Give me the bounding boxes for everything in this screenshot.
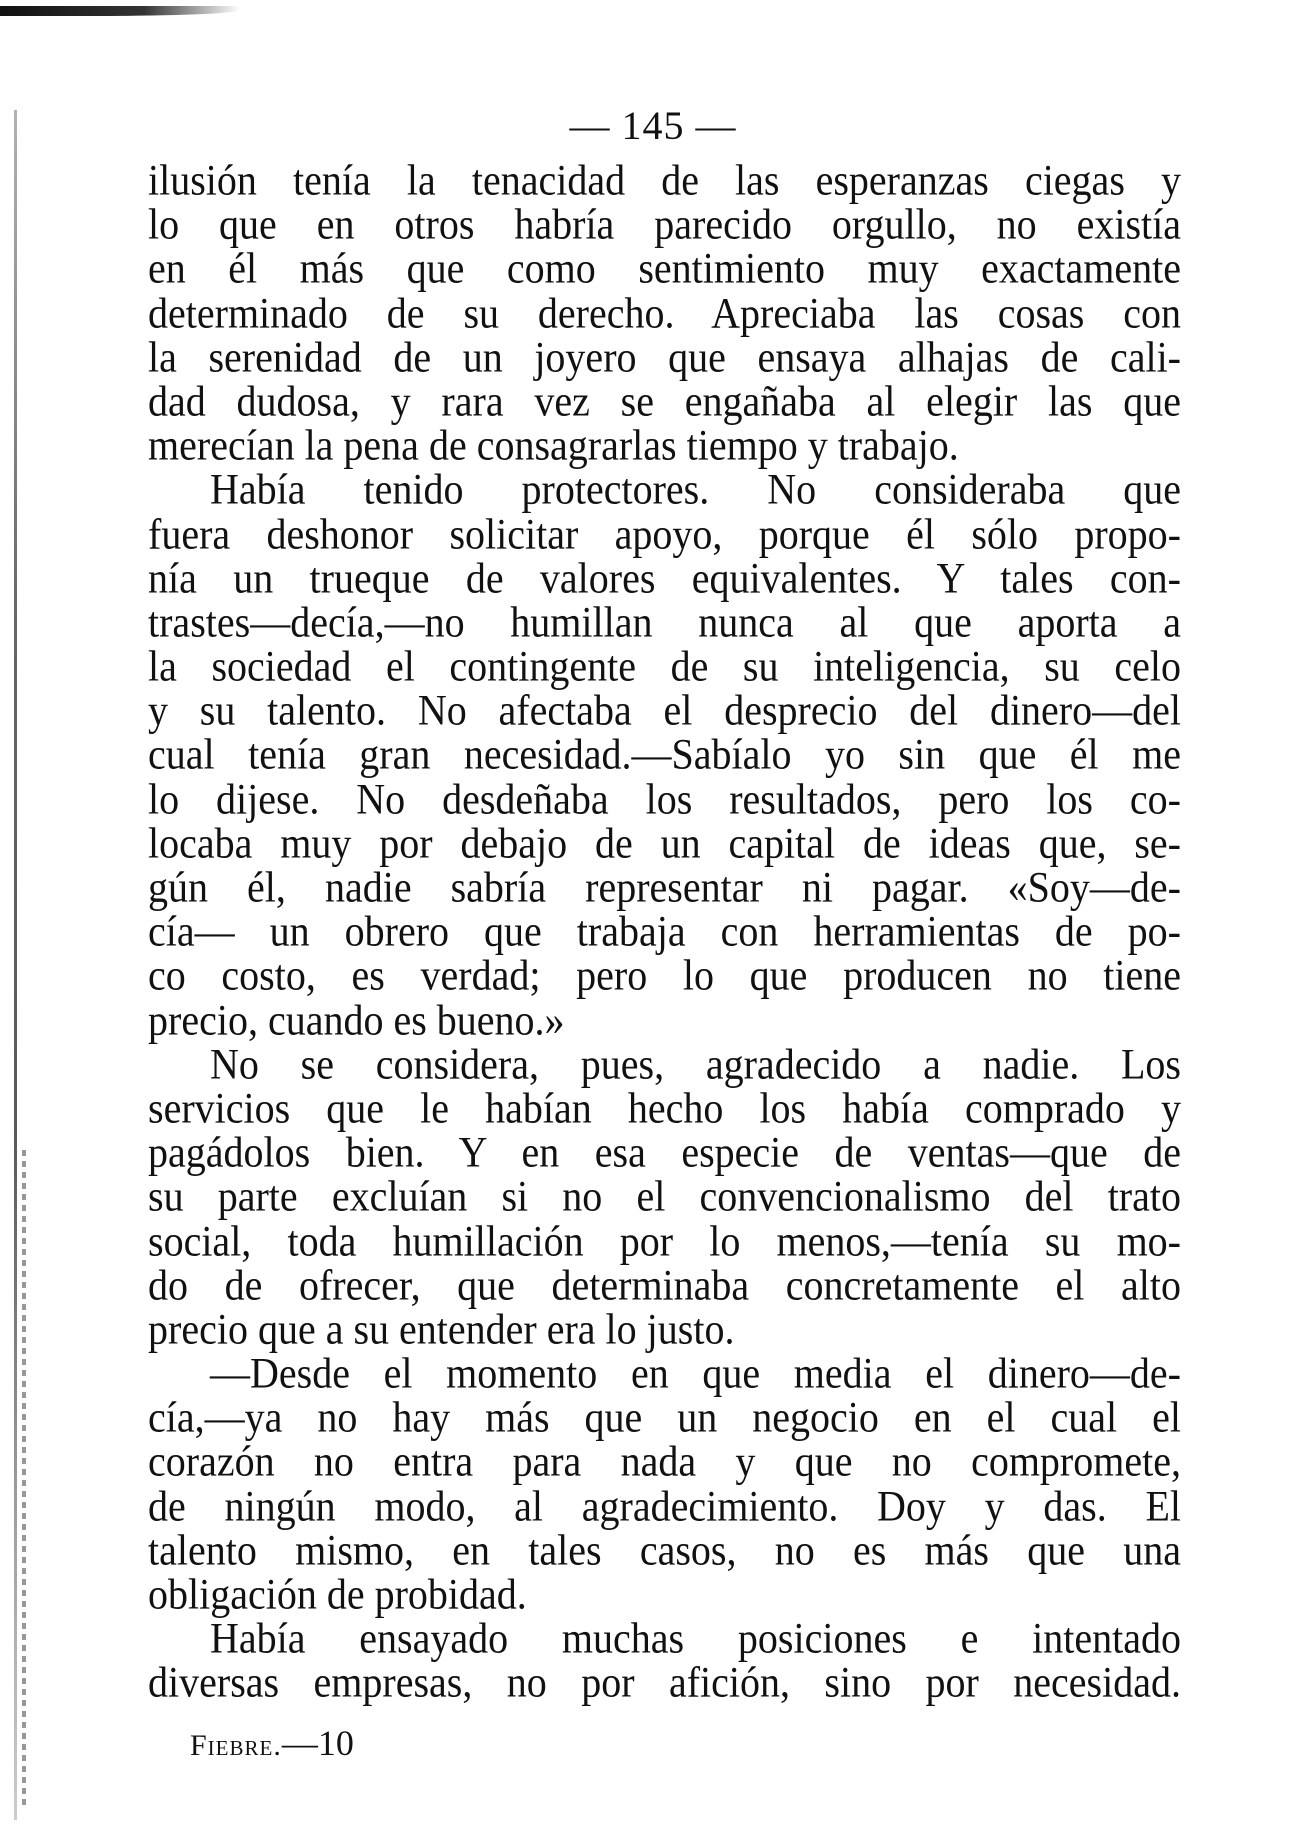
text-line: determinado de su derecho. Apreciaba las cosas con <box>148 287 1181 337</box>
text-line: pagádolos bien. Y en esa especie de ventas—que de <box>148 1127 1181 1177</box>
text-line: fuera deshonor solicitar apoyo, porque él sólo propo- <box>148 508 1181 558</box>
body-text <box>148 155 1181 1707</box>
text-line: servicios que le habían hecho los había comprado y <box>148 1083 1181 1132</box>
sheet-number: —10 <box>281 1723 354 1763</box>
text-line: y su talento. No afectaba el desprecio del dinero—del <box>148 685 1181 735</box>
text-line: cía,—ya no hay más que un negocio en el cual el <box>148 1392 1181 1442</box>
text-line: su parte excluían si no el convencionalismo del trato <box>148 1171 1181 1221</box>
paragraph <box>148 1348 1181 1618</box>
text-line: diversas empresas, no por afición, sino por necesidad. <box>148 1657 1181 1707</box>
text-line: —Desde el momento en que media el dinero—de- <box>210 1348 1181 1398</box>
text-line: locaba muy por debajo de un capital de ideas que, se- <box>148 818 1181 867</box>
page-number: — 145 — <box>569 103 737 148</box>
text-line: social, toda humillación por lo menos,—tenía su mo- <box>148 1215 1181 1265</box>
text-line: trastes—decía,—no humillan nunca al que aporta a <box>148 597 1181 646</box>
text-line: lo que en otros habría parecido orgullo, no existía <box>148 199 1181 249</box>
paragraph <box>148 155 1181 470</box>
text-line: do de ofrecer, que determinaba concretamente el alto <box>148 1260 1181 1309</box>
text-line: No se considera, pues, agradecido a nadie. Los <box>210 1039 1181 1088</box>
text-line: de ningún modo, al agradecimiento. Doy y das. El <box>148 1481 1181 1530</box>
signature-title: Fiebre. <box>190 1729 282 1762</box>
text-line: precio que a su entender era lo justo. <box>148 1304 735 1353</box>
text-line: cual tenía gran necesidad.—Sabíalo yo sin que él me <box>148 729 1181 779</box>
text-line: Había tenido protectores. No consideraba que <box>210 464 1181 514</box>
scan-binding-edge-texture <box>22 1150 26 1810</box>
text-line: nía un trueque de valores equivalentes. Y tales con- <box>148 553 1181 602</box>
text-line: dad dudosa, y rara vez se engañaba al elegir las que <box>148 376 1181 425</box>
text-line: en él más que como sentimiento muy exactamente <box>148 243 1181 293</box>
scan-binding-edge <box>14 110 17 1820</box>
footer-signature-mark <box>190 1722 354 1764</box>
text-line: talento mismo, en tales casos, no es más que una <box>148 1525 1181 1574</box>
text-line: precio, cuando es bueno.» <box>148 994 565 1044</box>
text-line: la serenidad de un joyero que ensaya alhajas de cali- <box>148 332 1181 381</box>
text-line: lo dijese. No desdeñaba los resultados, pero los co- <box>148 774 1181 823</box>
text-line: ilusión tenía la tenacidad de las esperanzas ciegas y <box>148 155 1181 204</box>
text-line: merecían la pena de consagrarlas tiempo y trabajo. <box>148 420 959 470</box>
text-line: co costo, es verdad; pero lo que producen no tiene <box>148 950 1181 1000</box>
scan-smudge <box>0 6 240 16</box>
paragraph <box>148 464 1181 1044</box>
text-line: cía— un obrero que trabaja con herramientas de po- <box>148 906 1181 956</box>
text-line: gún él, nadie sabría representar ni pagar. «Soy—de- <box>148 862 1181 911</box>
paragraph <box>148 1039 1181 1353</box>
text-line: corazón no entra para nada y que no compromete, <box>148 1436 1181 1486</box>
text-line: obligación de probidad. <box>148 1569 527 1618</box>
text-line: Había ensayado muchas posiciones e intentado <box>210 1613 1181 1663</box>
text-line: la sociedad el contingente de su inteligencia, su celo <box>148 641 1181 691</box>
paragraph <box>148 1613 1181 1707</box>
